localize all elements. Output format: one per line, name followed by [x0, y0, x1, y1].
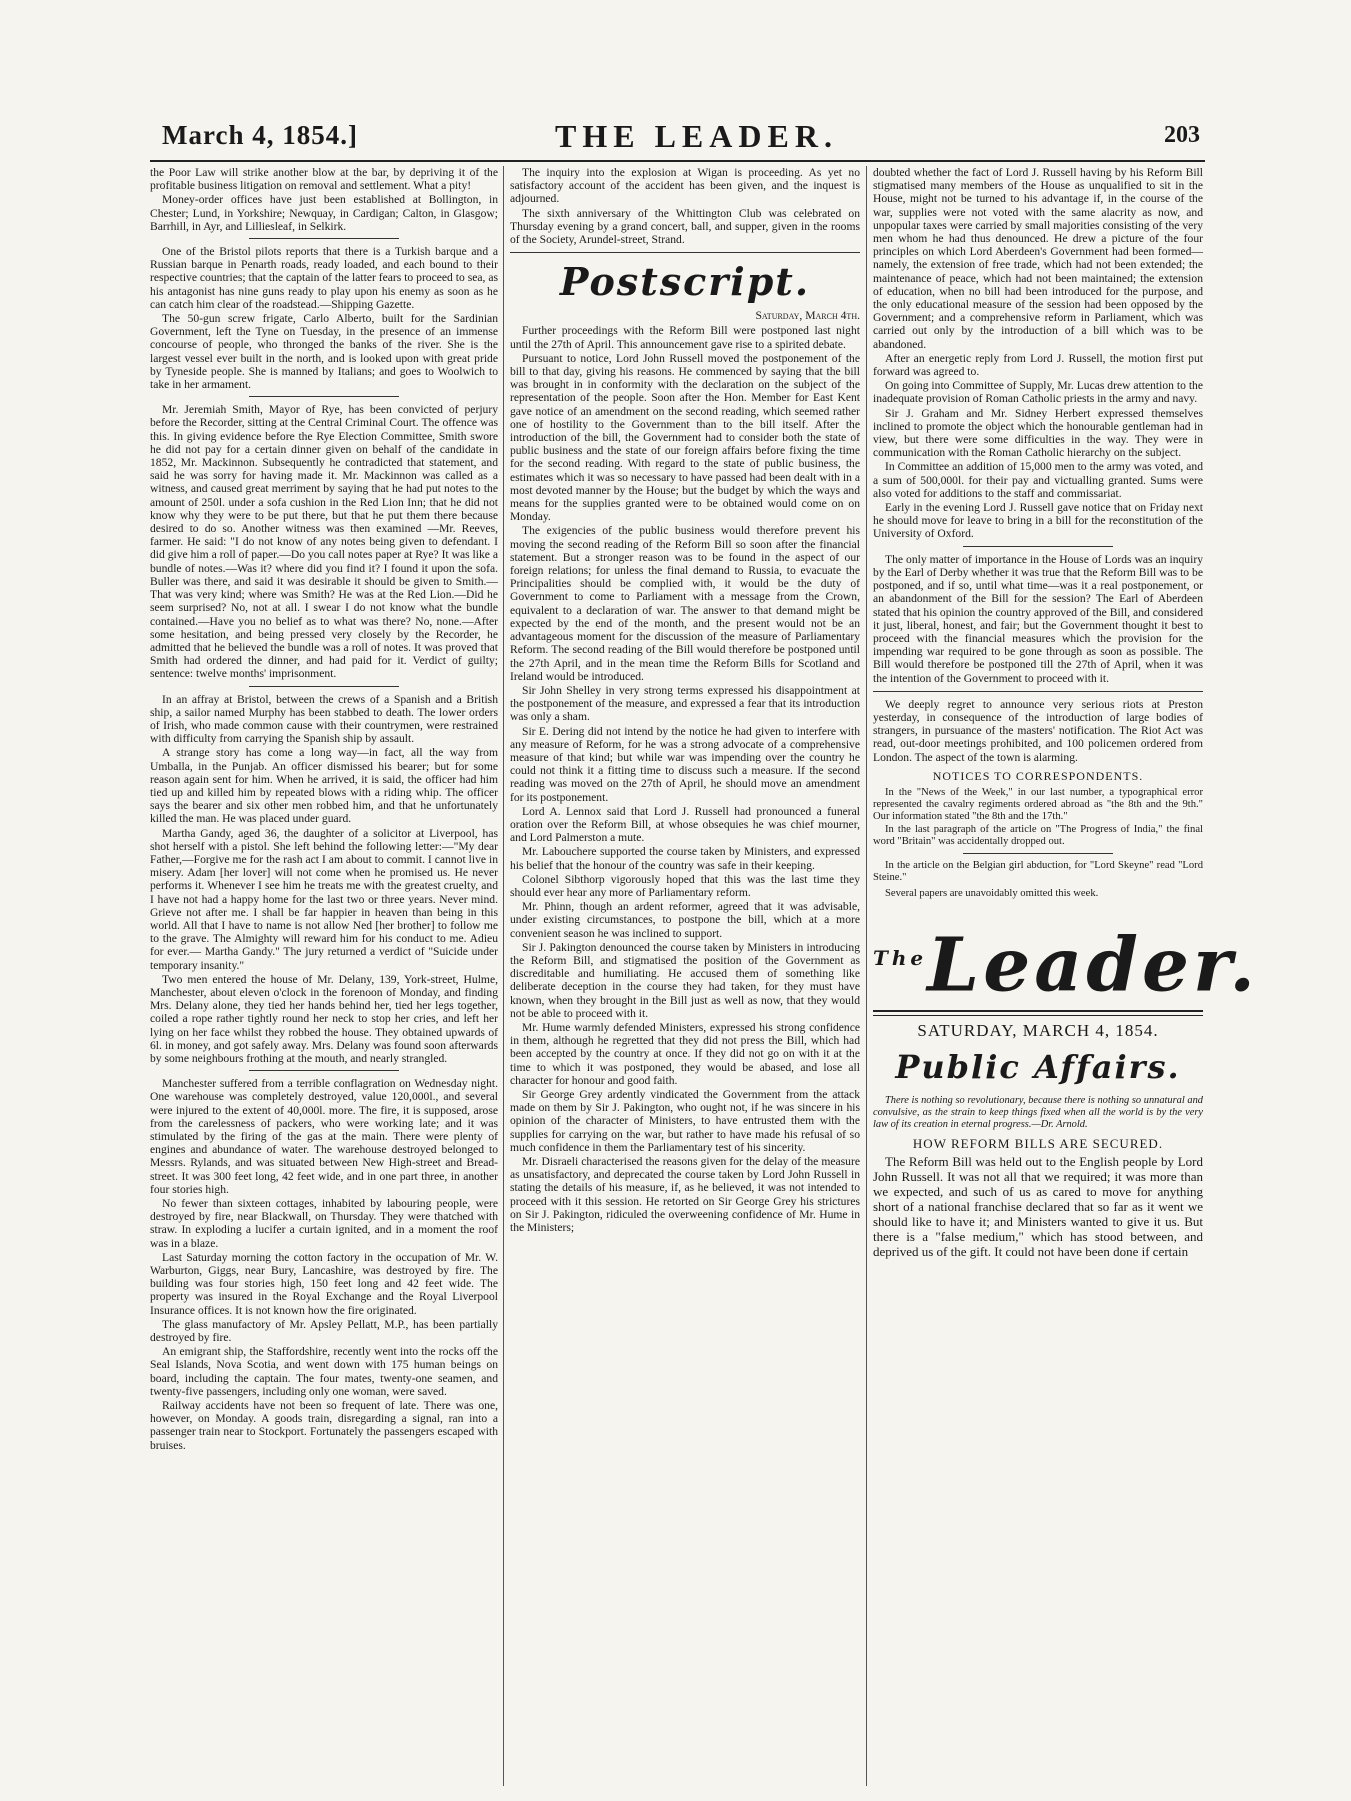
page-header [140, 118, 1200, 154]
separator [249, 1070, 399, 1071]
paragraph: Colonel Sibthorp vigorously hoped that this was the last time they should ever hear any more of Parliamentary reform. [510, 872, 860, 899]
paragraph: Railway accidents have not been so frequent of late. There was one, however, on Monday. A goods train, disregarding a signal, ran into a passenger train near to Stockport. Fortunately the passengers escaped with bruises. [150, 1399, 498, 1452]
paragraph: One of the Bristol pilots reports that there is a Turkish barque and a Russian barque in Penarth roads, ready loaded, and each bound to their respective countries; that the captain of the latter fears to proceed to sea, as his antagonist has nine guns ready to play upon his enemy as soon as he can catch him clear of the roadstead.—Shipping Gazette. [150, 245, 498, 311]
paragraph: Last Saturday morning the cotton factory in the occupation of Mr. W. Warburton, Giggs, near Bury, Lancashire, was destroyed by fire. The building was four stories high, 150 feet long and 42 feet wide. The property was insured in the Royal Exchange and the Royal Liverpool Insurance offices. It is not known how the fire originated. [150, 1250, 498, 1317]
paragraph: In Committee an addition of 15,000 men to the army was voted, and a sum of 500,000l. for their pay and victualling granted. Sums were also voted for additions to the staff and commissariat. [873, 460, 1203, 500]
paragraph: The inquiry into the explosion at Wigan is proceeding. As yet no satisfactory account of the accident has been given, and the inquest is adjourned. [510, 166, 860, 206]
paragraph: We deeply regret to announce very serious riots at Preston yesterday, in consequence of the introduction of large bodies of strangers, in pursuance of the masters' notification. The Riot Act was read, out-door meetings prohibited, and 100 policemen ordered from London. The aspect of the town is alarming. [873, 697, 1203, 764]
paragraph: Early in the evening Lord J. Russell gave notice that on Friday next he should move for leave to bring in a bill for the reconstitution of the University of Oxford. [873, 501, 1203, 541]
paragraph: Sir George Grey ardently vindicated the Government from the attack made on them by Sir J. Pakington, who ought not, if he was sincere in his opinion of the character of Ministers, to have entrusted them with the supplies for carrying on the war, but rather to have made his refusal of so much confidence in them the Parliamentary test of his sincerity. [510, 1088, 860, 1154]
notice: In the article on the Belgian girl abduction, for "Lord Skeyne" read "Lord Steine." [873, 859, 1203, 883]
paragraph: Sir J. Pakington denounced the course taken by Ministers in introducing the Reform Bill, and stigmatised the position of the Government as discreditable and humiliating. He accused them of something like deliberate deception in the course they had taken, for they must have known, when they brought in the Bill just as well as now, that they would not be able to proceed with it. [510, 940, 860, 1020]
masthead-rule [873, 1010, 1203, 1016]
separator [963, 853, 1113, 854]
paragraph: Pursuant to notice, Lord John Russell moved the postponement of the bill to that day, giving his reasons. He commenced by saying that the bill was brought in in conformity with the declaration on the subject of the representation of the people. Soon after the Hon. Member for East Kent gave notice of an amendment on the second reading, which seemed rather one of hostility to the Government than to the bill itself. After the introduction of the bill, the Government had to consider both the state of public business and the state of our foreign affairs before fixing the time for the second reading. With regard to the state of public business, the estimates which it was so necessary to have passed had been dealt with in a most devoted manner by the House; but the budget by which the ways and means for the supplies granted were to be obtained would come on on Monday. [510, 351, 860, 524]
article-heading: HOW REFORM BILLS ARE SECURED. [912, 1135, 1164, 1151]
paragraph: In an affray at Bristol, between the crews of a Spanish and a British ship, a sailor named Murphy has been stabbed to death. The lower orders of Irish, who made common cause with their countrymen, were restrained with difficulty from carrying the Spanish ship by assault. [150, 692, 498, 746]
paragraph: A strange story has come a long way—in fact, all the way from Umballa, in the Punjab. An officer dismissed his bearer; but for some reason again sent for him. When he arrived, it is said, the officer had him tied up and killed him by repeated blows with a riding whip. The officer says the bearer and six other men robbed him, and that he unfortunately killed the man. He was placed under guard. [150, 746, 498, 826]
paragraph: Two men entered the house of Mr. Delany, 139, York-street, Hulme, Manchester, about eleven o'clock in the forenoon of Monday, and finding Mrs. Delany alone, they tied her hands behind her, tied her legs together, coiled a rope rather tightly round her neck to stop her cries, and left her lying on her face whilst they robbed the house. They obtained upwards of 6l. in money, and got safely away. Mrs. Delany was found soon afterwards by some neighbours frothing at the mouth, and nearly strangled. [150, 972, 498, 1065]
paragraph: doubted whether the fact of Lord J. Russell having by his Reform Bill stigmatised many members of the House as unqualified to sit in the House, might not be turned to his advantage if, in the course of the war, supplies were not voted with the same alacrity as now, and unpopular taxes were carried by small majorities consisting of the very men whom he had thus denounced. He drew a picture of the four principles on which Lord Aberdeen's Government had been formed—namely, the extension of free trade, which had not been extended; the maintenance of peace, which had not been maintained; the extension of education, when no bill had been introduced for the purpose, and the only educational measure of the session had been opposed by the Government; and a comprehensive reform in Parliament, which was carried out only by the introduction of a bill which was to be abandoned. [873, 166, 1203, 351]
page-number: 203 [1164, 122, 1200, 148]
notice: In the last paragraph of the article on "The Progress of India," the final word "Britain" was accidentally dropped out. [873, 823, 1203, 847]
paragraph: The only matter of importance in the House of Lords was an inquiry by the Earl of Derby whether it was true that the Reform Bill was to be postponed, and if so, until what time—was it a real postponement, or an abandonment of the Bill for the session? The Earl of Aberdeen stated that his opinion the country approved of the Bill, and considered it just, liberal, honest, and fair; but the Government thought it best to proceed with the financial measures which the provision for the impending war required to be gone through as soon as possible. The Bill would therefore be postponed till the 27th of April, when it was the intention of the Government to proceed with it. [873, 552, 1203, 685]
notice: In the "News of the Week," in our last number, a typographical error represented the cavalry regiments ordered abroad as "the 8th and the 9th." Our information stated "the 8th and the 17th." [873, 786, 1203, 822]
paragraph: Manchester suffered from a terrible conflagration on Wednesday night. One warehouse was completely destroyed, value 120,000l., and several were injured to the extent of 40,000l. more. The fire, it is supposed, arose from the carelessness of packers, who were working late; and it was stimulated by the firing of the gas at the main. There were plenty of engines and abundance of water. The warehouse destroyed belonged to Messrs. Rylands, and was situated between New High-street and Bread-street. It was 300 feet long, 42 feet wide, and in one part three, in another four stories high. [150, 1077, 498, 1196]
paragraph: Sir J. Graham and Mr. Sidney Herbert expressed themselves inclined to promote the object which the honourable gentleman had in view, but there were some difficulties in the way. They were in communication with the Roman Catholic hierarchy on the subject. [873, 406, 1203, 460]
paragraph: Mr. Disraeli characterised the reasons given for the delay of the measure as unsatisfactory, and deprecated the course taken by Lord John Russell in stating the details of his measure, if, as he believed, it was not intended to proceed with it this session. He retorted on Sir George Grey his strictures on Sir J. Pakington, ridiculed the overweening confidence of Mr. Hume in the Ministers; [510, 1155, 860, 1235]
paragraph: Sir John Shelley in very strong terms expressed his disappointment at the postponement of the measure, and expressed a fear that its introduction was only a sham. [510, 683, 860, 724]
paragraph: Mr. Jeremiah Smith, Mayor of Rye, has been convicted of perjury before the Recorder, sitting at the Central Criminal Court. The offence was this. In giving evidence before the Rye Election Committee, Smith swore he did not pay for a certain dinner given on behalf of the candidate in 1852, Mr. Mackinnon. Subsequently he contradicted that statement, and said he was sorry for having made it. Mr. Mackinnon was called as a witness, and caused great merriment by saying that he had put notes to the amount of 250l. under a sofa cushion in the Red Lion Inn; that he did not know why they were to be put there, but that he put them there because desired to do so. Another witness was then examined —Mr. Reeves, farmer. He said: "I do not know of any notes being given to defendant. I did give him a roll of paper.—Do you call notes paper at Rye? It was like a bundle of notes.—Was it? where did you find it? I found it upon the sofa. Buller was there, and said it was desirable it should be given to Smith.—That was very kind; where was Smith? He was at the Red Lion.—Did he seem surprised? No, not at all. I swear I do not know what the bundle contained.—Have you no belief as to what was there? No, none.—After some hesitation, and being pressed very closely by the Recorder, he admitted that he believed the bundle was a roll of notes. It was proved that Smith had ordered the dinner, and had paid for it. Verdict of guilty; sentence: twelve months' imprisonment. [150, 403, 498, 681]
newspaper-title: THE LEADER. [555, 118, 838, 154]
separator [963, 546, 1113, 547]
paragraph: The sixth anniversary of the Whittington Club was celebrated on Thursday evening by a grand concert, ball, and supper, given in the rooms of the Society, Arundel-street, Strand. [510, 206, 860, 247]
paragraph: the Poor Law will strike another blow at the bar, by depriving it of the profitable business litigation on removal and settlement. What a pity! [150, 166, 498, 193]
separator [249, 238, 399, 239]
paragraph: The exigencies of the public business would therefore prevent his moving the second reading of the Reform Bill so soon after the financial statement. But a stronger reason was to be found in the aspect of our foreign relations; for unless the final demand to Russia, to evacuate the Principalities should be complied with, it would be the duty of Government to come to Parliament with a message from the Crown, equivalent to a declaration of war. The answer to that demand might be expected by the end of the month, and the present would not be an advantageous moment for the discussion of the measure of Parliamentary Reform. The second reading of the Bill would therefore be postponed until the 27th April, and in the mean time the Reform Bills for Scotland and Ireland would be introduced. [510, 524, 860, 683]
paragraph: Money-order offices have just been established at Bollington, in Chester; Lund, in Yorkshire; Newquay, in Cardigan; Calton, in Glasgow; Barrhill, in Ayr, and Lilliesleaf, in Selkirk. [150, 193, 498, 233]
notice: Several papers are unavoidably omitted this week. [885, 887, 1099, 899]
dateline: Saturday, March 4th. [755, 309, 860, 323]
paragraph: Lord A. Lennox said that Lord J. Russell had pronounced a funeral oration over the Reform Bill, at whose obsequies he was chief mourner, and Lord Palmerston a mute. [510, 804, 860, 845]
section-heading: Public Affairs. [895, 1047, 1181, 1086]
column-2 [510, 166, 860, 1235]
column-1 [150, 166, 498, 1453]
masthead-the: The [873, 945, 928, 970]
separator [249, 396, 399, 397]
paragraph: The glass manufactory of Mr. Apsley Pellatt, M.P., has been partially destroyed by fire. [150, 1317, 498, 1345]
paragraph: Sir E. Dering did not intend by the notice he had given to interfere with any measure of Reform, for he was a strong advocate of a comprehensive measure of that kind; but while war was impending over the country he could not think it a fitting time to discuss such a measure. If the second reading was moved on the 27th of April, he should move an amendment for its postponement. [510, 724, 860, 804]
masthead-title: Leader. [927, 922, 1259, 1009]
postscript-heading: Postscript. [559, 259, 811, 305]
separator [873, 691, 1203, 692]
header-rule [150, 160, 1205, 162]
motto: There is nothing so revolutionary, because there is nothing so unnatural and convulsive, as the strain to keep things fixed when all the world is by the very law of its creation in eternal progress.—Dr. Arnold. [873, 1094, 1203, 1130]
paragraph: The 50-gun screw frigate, Carlo Alberto, built for the Sardinian Government, left the Tyne on Tuesday, in the presence of an immense concourse of people, who thronged the banks of the river. She is the largest vessel ever built in the north, and is looked upon with great pride by Tyneside people. She is manned by Italians; and goes to Woolwich to take in her armament. [150, 312, 498, 392]
separator [510, 252, 860, 253]
masthead [873, 916, 1259, 1009]
issue-date: March 4, 1854.] [162, 120, 358, 150]
paragraph: Mr. Hume warmly defended Ministers, expressed his strong confidence in them, although he regretted that they did not press the Bill, which had been accepted by the country at once. If they did not go on with it at the time to which it was postponed, they would be abased, and lose all character for honour and good faith. [510, 1020, 860, 1087]
paragraph: Mr. Labouchere supported the course taken by Ministers, and expressed his belief that the honour of the country was safe in their keeping. [510, 845, 860, 872]
masthead-date: SATURDAY, MARCH 4, 1854. [917, 1020, 1159, 1040]
paragraph: An emigrant ship, the Staffordshire, recently went into the rocks off the Seal Islands, Nova Scotia, and went down with 175 human beings on board, including the captain. The four mates, twenty-one seamen, and twenty-five passengers, including only one woman, were saved. [150, 1345, 498, 1398]
paragraph: The Reform Bill was held out to the English people by Lord John Russell. It was not all that we required; it was more than we expected, and such of us as cared to move for anything short of a national franchise declared that so far as it went we should like to have it; and Ministers wanted to give it us. But there is a "false medium," which has stood between, and deprived us of the gift. It could not have been done if certain [873, 1154, 1203, 1259]
paragraph: Martha Gandy, aged 36, the daughter of a solicitor at Liverpool, has shot herself with a pistol. She left behind the following letter:—"My dear Father,—Forgive me for the rash act I am about to commit. I cannot live in misery. Adam [her lover] will not come when he promised us. He never performs it. Whenever I see him he treats me with the greatest cruelty, and I have not had a happy home for the last two or three years. Never mind. Grieve not after me. I shall be far happier in heaven than being in this world. All that I have to name is not allow Ned [her brother] to follow me to the grave. The Almighty will reward him for his conduct to me. Adieu for ever.— Martha Gandy." The jury returned a verdict of "Suicide under temporary insanity." [150, 826, 498, 972]
column-3 [873, 166, 1259, 1260]
paragraph: Mr. Phinn, though an ardent reformer, agreed that it was advisable, under existing circumstances, to postpone the bill, which at a more convenient season he was inclined to support. [510, 900, 860, 940]
separator [249, 686, 399, 687]
paragraph: Further proceedings with the Reform Bill were postponed last night until the 27th of April. This announcement gave rise to a spirited debate. [510, 324, 860, 351]
paragraph: On going into Committee of Supply, Mr. Lucas drew attention to the inadequate provision of Roman Catholic priests in the army and navy. [873, 379, 1203, 406]
column-divider [503, 166, 504, 1786]
paragraph: No fewer than sixteen cottages, inhabited by labouring people, were destroyed by fire, near Blackwall, on Thursday. They were thatched with straw. In exploding a lucifer a curtain ignited, and in a moment the roof was in a blaze. [150, 1197, 498, 1250]
paragraph: After an energetic reply from Lord J. Russell, the motion first put forward was agreed to. [873, 351, 1203, 379]
notices-heading: NOTICES TO CORRESPONDENTS. [932, 768, 1144, 783]
column-divider [866, 166, 867, 1786]
